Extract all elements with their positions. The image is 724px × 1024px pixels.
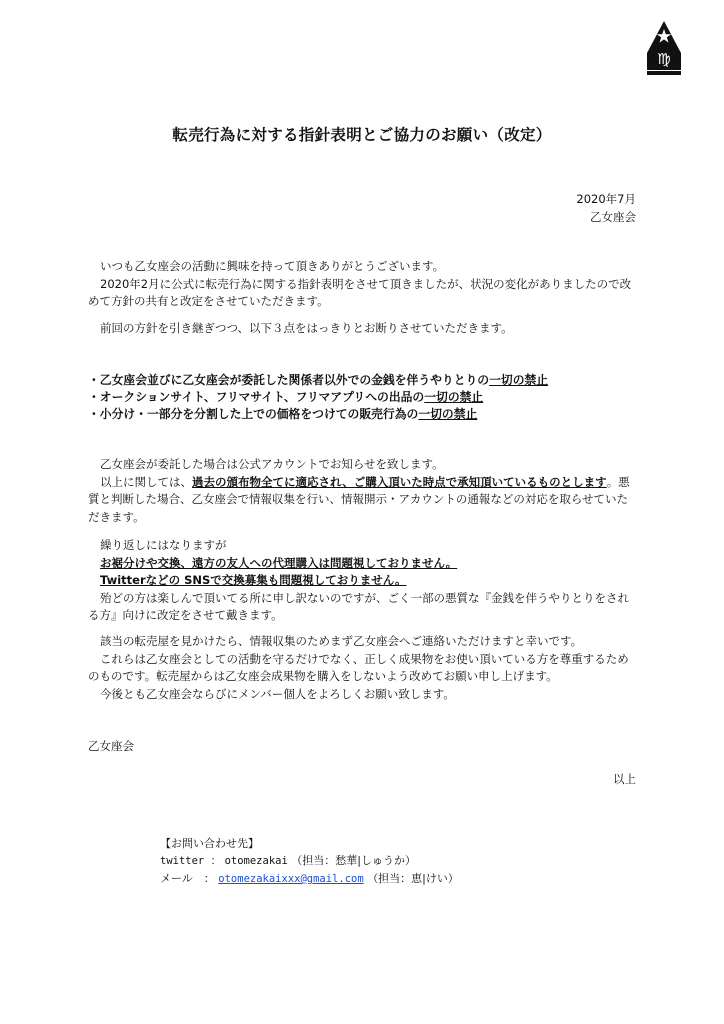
prohibition-item — [88, 406, 636, 423]
intro-line-2: 2020年2月に公式に転売行為に関する指針表明をさせて頂きましたが、状況の変化がありましたので改めて方針の共有と改定をさせていただきます。 — [88, 276, 632, 308]
closing-paragraph — [88, 633, 636, 703]
mail-label: メール ： — [160, 872, 215, 885]
contact-block — [160, 835, 459, 888]
date: 2020年7月 — [576, 192, 636, 206]
prohibition-text: ・小分け・一部分を分割した上での価格をつけての販売行為の — [88, 407, 419, 421]
repeat-paragraph — [88, 537, 636, 625]
notice-line-1: 乙女座会が委託した場合は公式アカウントでお知らせを致します。 — [100, 457, 444, 471]
notice-line-2-tail: 。悪質と判断した場合、乙女座会で情報収集を行い、情報開示・アカウントの通報などの対応を取らせていただきます。 — [88, 474, 630, 524]
prohibition-item — [88, 372, 636, 389]
contact-mail-row — [160, 870, 459, 888]
twitter-handle[interactable]: otomezakai — [224, 855, 288, 867]
repeat-emphasis-2: Twitterなどの SNSで交換募集も問題視しておりません。 — [100, 573, 407, 587]
page-title: 転売行為に対する指針表明とご協力のお願い（改定） — [172, 126, 552, 144]
previous-policy-paragraph — [88, 320, 636, 338]
signature: 乙女座会 — [88, 739, 134, 753]
prohibition-emphasis: 一切の禁止 — [489, 373, 549, 387]
contact-heading: 【お問い合わせ先】 — [160, 837, 259, 850]
notice-line-2-lead: 以上に関しては、 — [100, 474, 192, 489]
notice-paragraph — [88, 456, 636, 526]
date-block — [576, 191, 636, 226]
closing-line-2: これらは乙女座会としての活動を守るだけでなく、正しく成果物をお使い頂いている方を尊重するためのものです。転売屋からは乙女座会成果物を購入をしないよう改めてお願い申し上げます。 — [88, 651, 629, 683]
notice-line-2 — [88, 474, 636, 527]
prohibition-text: ・オークションサイト、フリマサイト、フリマアプリへの出品の — [88, 390, 425, 404]
mail-contact-person: （担当：恵|けい） — [367, 872, 459, 885]
mail-link[interactable]: otomezakaixxx@gmail.com — [218, 873, 364, 885]
prohibition-list — [88, 372, 636, 423]
issuer-name: 乙女座会 — [590, 209, 636, 224]
signoff: 以上 — [613, 772, 636, 786]
prohibition-item — [88, 389, 636, 406]
fountain-pen-nib-star-virgo-icon — [646, 20, 682, 76]
repeat-line-4: 殆どの方は楽しんで頂いてる所に申し訳ないのですが、ごく一部の悪質な『金銭を伴うやりとりをされる方』向けに改定をさせて戴きます。 — [88, 590, 629, 622]
previous-policy-text: 前回の方針を引き継ぎつつ、以下３点をはっきりとお断りさせていただきます。 — [100, 321, 513, 335]
prohibition-emphasis: 一切の禁止 — [424, 390, 484, 404]
contact-twitter-row — [160, 852, 459, 870]
prohibition-emphasis: 一切の禁止 — [418, 407, 478, 421]
repeat-emphasis-1: お裾分けや交換、遠方の友人への代理購入は問題視しておりません。 — [100, 555, 458, 570]
closing-line-3: 今後とも乙女座会ならびにメンバー個人をよろしくお願い致します。 — [100, 686, 455, 701]
notice-emphasis: 過去の頒布物全てに適応され、ご購入頂いた時点で承知頂いているものとします — [192, 474, 607, 489]
intro-paragraph — [88, 258, 636, 311]
intro-line-1: いつも乙女座会の活動に興味を持って頂きありがとうございます。 — [100, 259, 445, 273]
prohibition-text: ・乙女座会並びに乙女座会が委託した関係者以外での金銭を伴うやりとりの — [88, 373, 490, 387]
closing-line-1: 該当の転売屋を見かけたら、情報収集のためまず乙女座会へご連絡いただけますと幸いです。 — [100, 634, 583, 648]
twitter-contact-person: （担当：愁華|しゅうか） — [291, 854, 417, 867]
twitter-label: twitter ： — [160, 855, 222, 867]
repeat-line-1: 繰り返しにはなりますが — [100, 538, 227, 552]
svg-text:♍: ♍ — [657, 50, 671, 68]
